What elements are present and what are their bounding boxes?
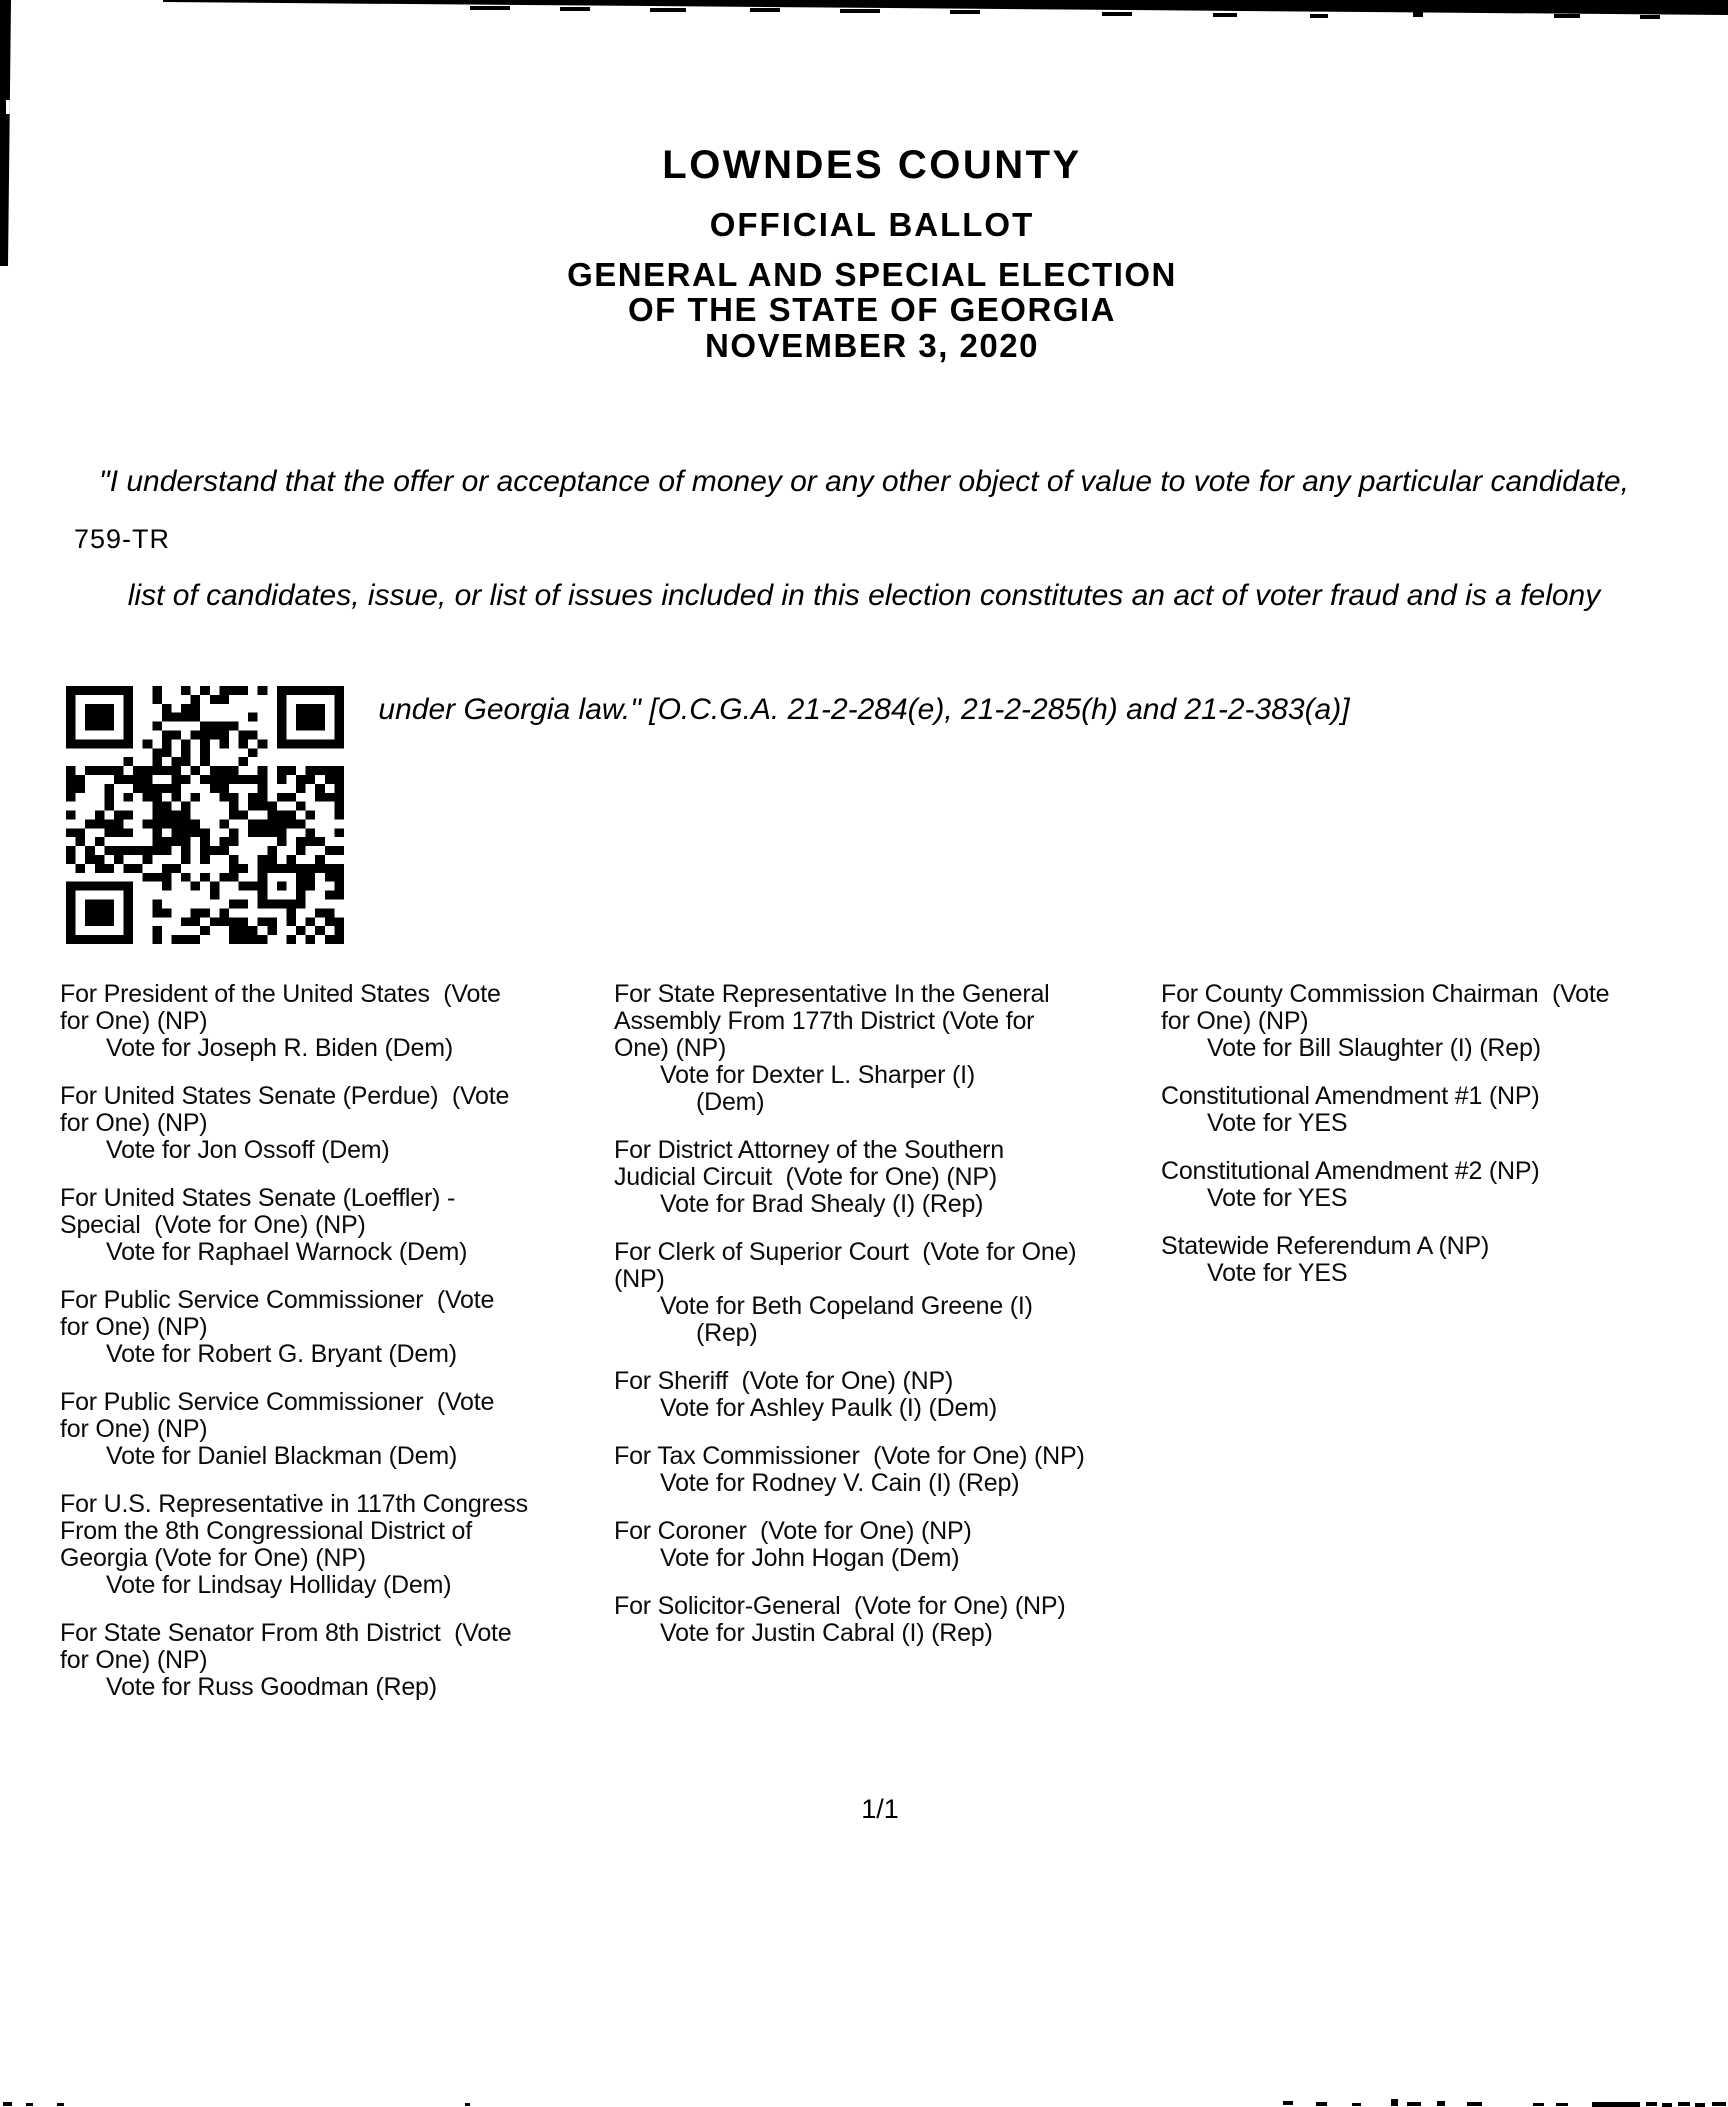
contest-office-line: for One) (NP) (60, 1646, 208, 1674)
ballot-qr-code (66, 686, 344, 944)
contest-selection-line: Vote for Bill Slaughter (I) (Rep) (1207, 1034, 1541, 1062)
contest-selection-line: Vote for Beth Copeland Greene (I) (660, 1292, 1033, 1320)
contest-selection-line: Vote for Daniel Blackman (Dem) (106, 1442, 458, 1470)
contest-selection-line: (Dem) (696, 1088, 765, 1116)
scan-artifact-mark (1640, 15, 1660, 19)
scan-artifact-mark (57, 2103, 64, 2106)
contest-office-line: For U.S. Representative in 117th Congress (60, 1490, 528, 1518)
scan-artifact-mark (1592, 2102, 1640, 2107)
scan-artifact-mark (3, 2102, 12, 2106)
contest-selection-line: Vote for Ashley Paulk (I) (Dem) (660, 1394, 997, 1422)
contest (614, 981, 1085, 1116)
contest-office-line: For United States Senate (Loeffler) - (60, 1184, 456, 1212)
scan-artifact-mark (1533, 2103, 1544, 2106)
contest (614, 1593, 1085, 1647)
contest (60, 1083, 528, 1164)
contest (60, 1185, 528, 1266)
scan-artifact-mark (1391, 2099, 1398, 2106)
contest-selection-line: Vote for YES (1207, 1109, 1348, 1137)
contest-office-line: For State Representative In the General (614, 980, 1050, 1008)
scan-artifact-mark (950, 10, 980, 14)
contest (1161, 1158, 1609, 1212)
contest (1161, 1233, 1609, 1287)
contest-office-line: One) (NP) (614, 1034, 727, 1062)
contest-office-line: For Clerk of Superior Court (Vote for One) (614, 1238, 1077, 1266)
scan-artifact-mark (1413, 12, 1423, 17)
contest-office-line: Judicial Circuit (Vote for One) (NP) (614, 1163, 997, 1191)
contest-office-line: for One) (NP) (60, 1313, 208, 1341)
contest-office-line: Special (Vote for One) (NP) (60, 1211, 366, 1239)
scan-artifact-mark (1102, 12, 1132, 16)
contest-office-line: For County Commission Chairman (Vote (1161, 980, 1610, 1008)
contest-selection-line: Vote for Brad Shealy (I) (Rep) (660, 1190, 984, 1218)
election-title-line-1: GENERAL AND SPECIAL ELECTION (567, 256, 1177, 293)
scan-artifact-mark (1712, 2102, 1726, 2106)
contest (614, 1137, 1085, 1218)
contest (60, 1287, 528, 1368)
contest-office-line: for One) (NP) (1161, 1007, 1309, 1035)
contest-selection-line: Vote for YES (1207, 1184, 1348, 1212)
scan-artifact-mark (1352, 2103, 1361, 2106)
contest-office-line: Constitutional Amendment #1 (NP) (1161, 1082, 1540, 1110)
voter-fraud-warning-line-1: "I understand that the offer or acceptance of money or any other object of value to vote for any particular candidate, (99, 465, 1629, 498)
scan-artifact-mark (560, 7, 590, 11)
contest (614, 1443, 1085, 1497)
contest-office-line: for One) (NP) (60, 1415, 208, 1443)
contest-office-line: for One) (NP) (60, 1109, 208, 1137)
scan-artifact-mark (1467, 2102, 1482, 2106)
contest-selection-line: Vote for Robert G. Bryant (Dem) (106, 1340, 457, 1368)
contest-office-line: For Public Service Commissioner (Vote (60, 1286, 495, 1314)
contest (1161, 981, 1609, 1062)
contest-office-line: Statewide Referendum A (NP) (1161, 1232, 1490, 1260)
contest-office-line: Constitutional Amendment #2 (NP) (1161, 1157, 1540, 1185)
contest-selection-line: Vote for Jon Ossoff (Dem) (106, 1136, 390, 1164)
scan-artifact-mark (470, 6, 510, 10)
precinct-code: 759-TR (74, 524, 171, 554)
ballot-column-2 (614, 981, 1085, 1668)
contest-selection-line: Vote for Russ Goodman (Rep) (106, 1673, 437, 1701)
contest-office-line: For State Senator From 8th District (Vote (60, 1619, 512, 1647)
ballot-column-3 (1161, 981, 1609, 1308)
contest (614, 1239, 1085, 1347)
contest-office-line: For President of the United States (Vote (60, 980, 501, 1008)
scan-artifact-mark (1554, 14, 1580, 18)
scan-artifact-mark (1213, 13, 1237, 17)
contest-office-line: for One) (NP) (60, 1007, 208, 1035)
scan-artifact-mark (1646, 2102, 1657, 2106)
contest (614, 1518, 1085, 1572)
scan-artifact-mark (1437, 2101, 1445, 2106)
page-number: 1/1 (861, 1794, 899, 1824)
scan-artifact-mark (465, 2103, 470, 2106)
scan-artifact-mark (1316, 2102, 1327, 2106)
contest-office-line: For Public Service Commissioner (Vote (60, 1388, 495, 1416)
contest-office-line: From the 8th Congressional District of (60, 1517, 473, 1545)
contest (60, 1491, 528, 1599)
contest-office-line: Assembly From 177th District (Vote for (614, 1007, 1035, 1035)
voter-fraud-warning-line-2: list of candidates, issue, or list of issues included in this election constitutes an act of voter fraud and is a felony (127, 579, 1601, 612)
contest-selection-line: Vote for Lindsay Holliday (Dem) (106, 1571, 452, 1599)
scan-artifact-mark (1283, 2101, 1293, 2105)
contest (614, 1368, 1085, 1422)
contest (60, 1389, 528, 1470)
contest-office-line: For Tax Commissioner (Vote for One) (NP) (614, 1442, 1085, 1470)
contest-selection-line: (Rep) (696, 1319, 758, 1347)
contest-selection-line: Vote for Rodney V. Cain (I) (Rep) (660, 1469, 1020, 1497)
contest-selection-line: Vote for Raphael Warnock (Dem) (106, 1238, 468, 1266)
scan-artifact-mark (1695, 2103, 1705, 2107)
scan-artifact-mark (26, 2103, 33, 2106)
scan-artifact-mark (1556, 2103, 1568, 2106)
contest-office-line: For Solicitor-General (Vote for One) (NP) (614, 1592, 1066, 1620)
contest-office-line: For Coroner (Vote for One) (NP) (614, 1517, 972, 1545)
contest (1161, 1083, 1609, 1137)
scan-artifact-mark (1310, 14, 1328, 18)
voter-fraud-warning-line-3: under Georgia law." [O.C.G.A. 21-2-284(e), 21-2-285(h) and 21-2-383(a)] (378, 693, 1350, 726)
county-title: LOWNDES COUNTY (662, 143, 1082, 187)
scan-artifact-mark (1407, 2102, 1421, 2106)
election-title-line-3: NOVEMBER 3, 2020 (705, 327, 1039, 364)
scan-artifact-mark (650, 8, 686, 12)
contest (60, 1620, 528, 1701)
contest-selection-line: Vote for John Hogan (Dem) (660, 1544, 960, 1572)
contest-office-line: For Sheriff (Vote for One) (NP) (614, 1367, 954, 1395)
contest-office-line: (NP) (614, 1265, 665, 1293)
contest-office-line: For District Attorney of the Southern (614, 1136, 1004, 1164)
official-ballot-subtitle: OFFICIAL BALLOT (709, 206, 1035, 243)
contest-office-line: For United States Senate (Perdue) (Vote (60, 1082, 510, 1110)
contest-office-line: Georgia (Vote for One) (NP) (60, 1544, 366, 1572)
scan-artifact-mark (1678, 2102, 1690, 2106)
scan-artifact-mark (750, 8, 780, 12)
contest-selection-line: Vote for Dexter L. Sharper (I) (660, 1061, 975, 1089)
contest-selection-line: Vote for Justin Cabral (I) (Rep) (660, 1619, 993, 1647)
contest-selection-line: Vote for YES (1207, 1259, 1348, 1287)
scan-artifact-mark (1662, 2103, 1672, 2107)
contest (60, 981, 528, 1062)
ballot-column-1 (60, 981, 528, 1722)
election-title-line-2: OF THE STATE OF GEORGIA (628, 291, 1116, 328)
contest-selection-line: Vote for Joseph R. Biden (Dem) (106, 1034, 453, 1062)
scan-artifact-mark (840, 9, 880, 13)
